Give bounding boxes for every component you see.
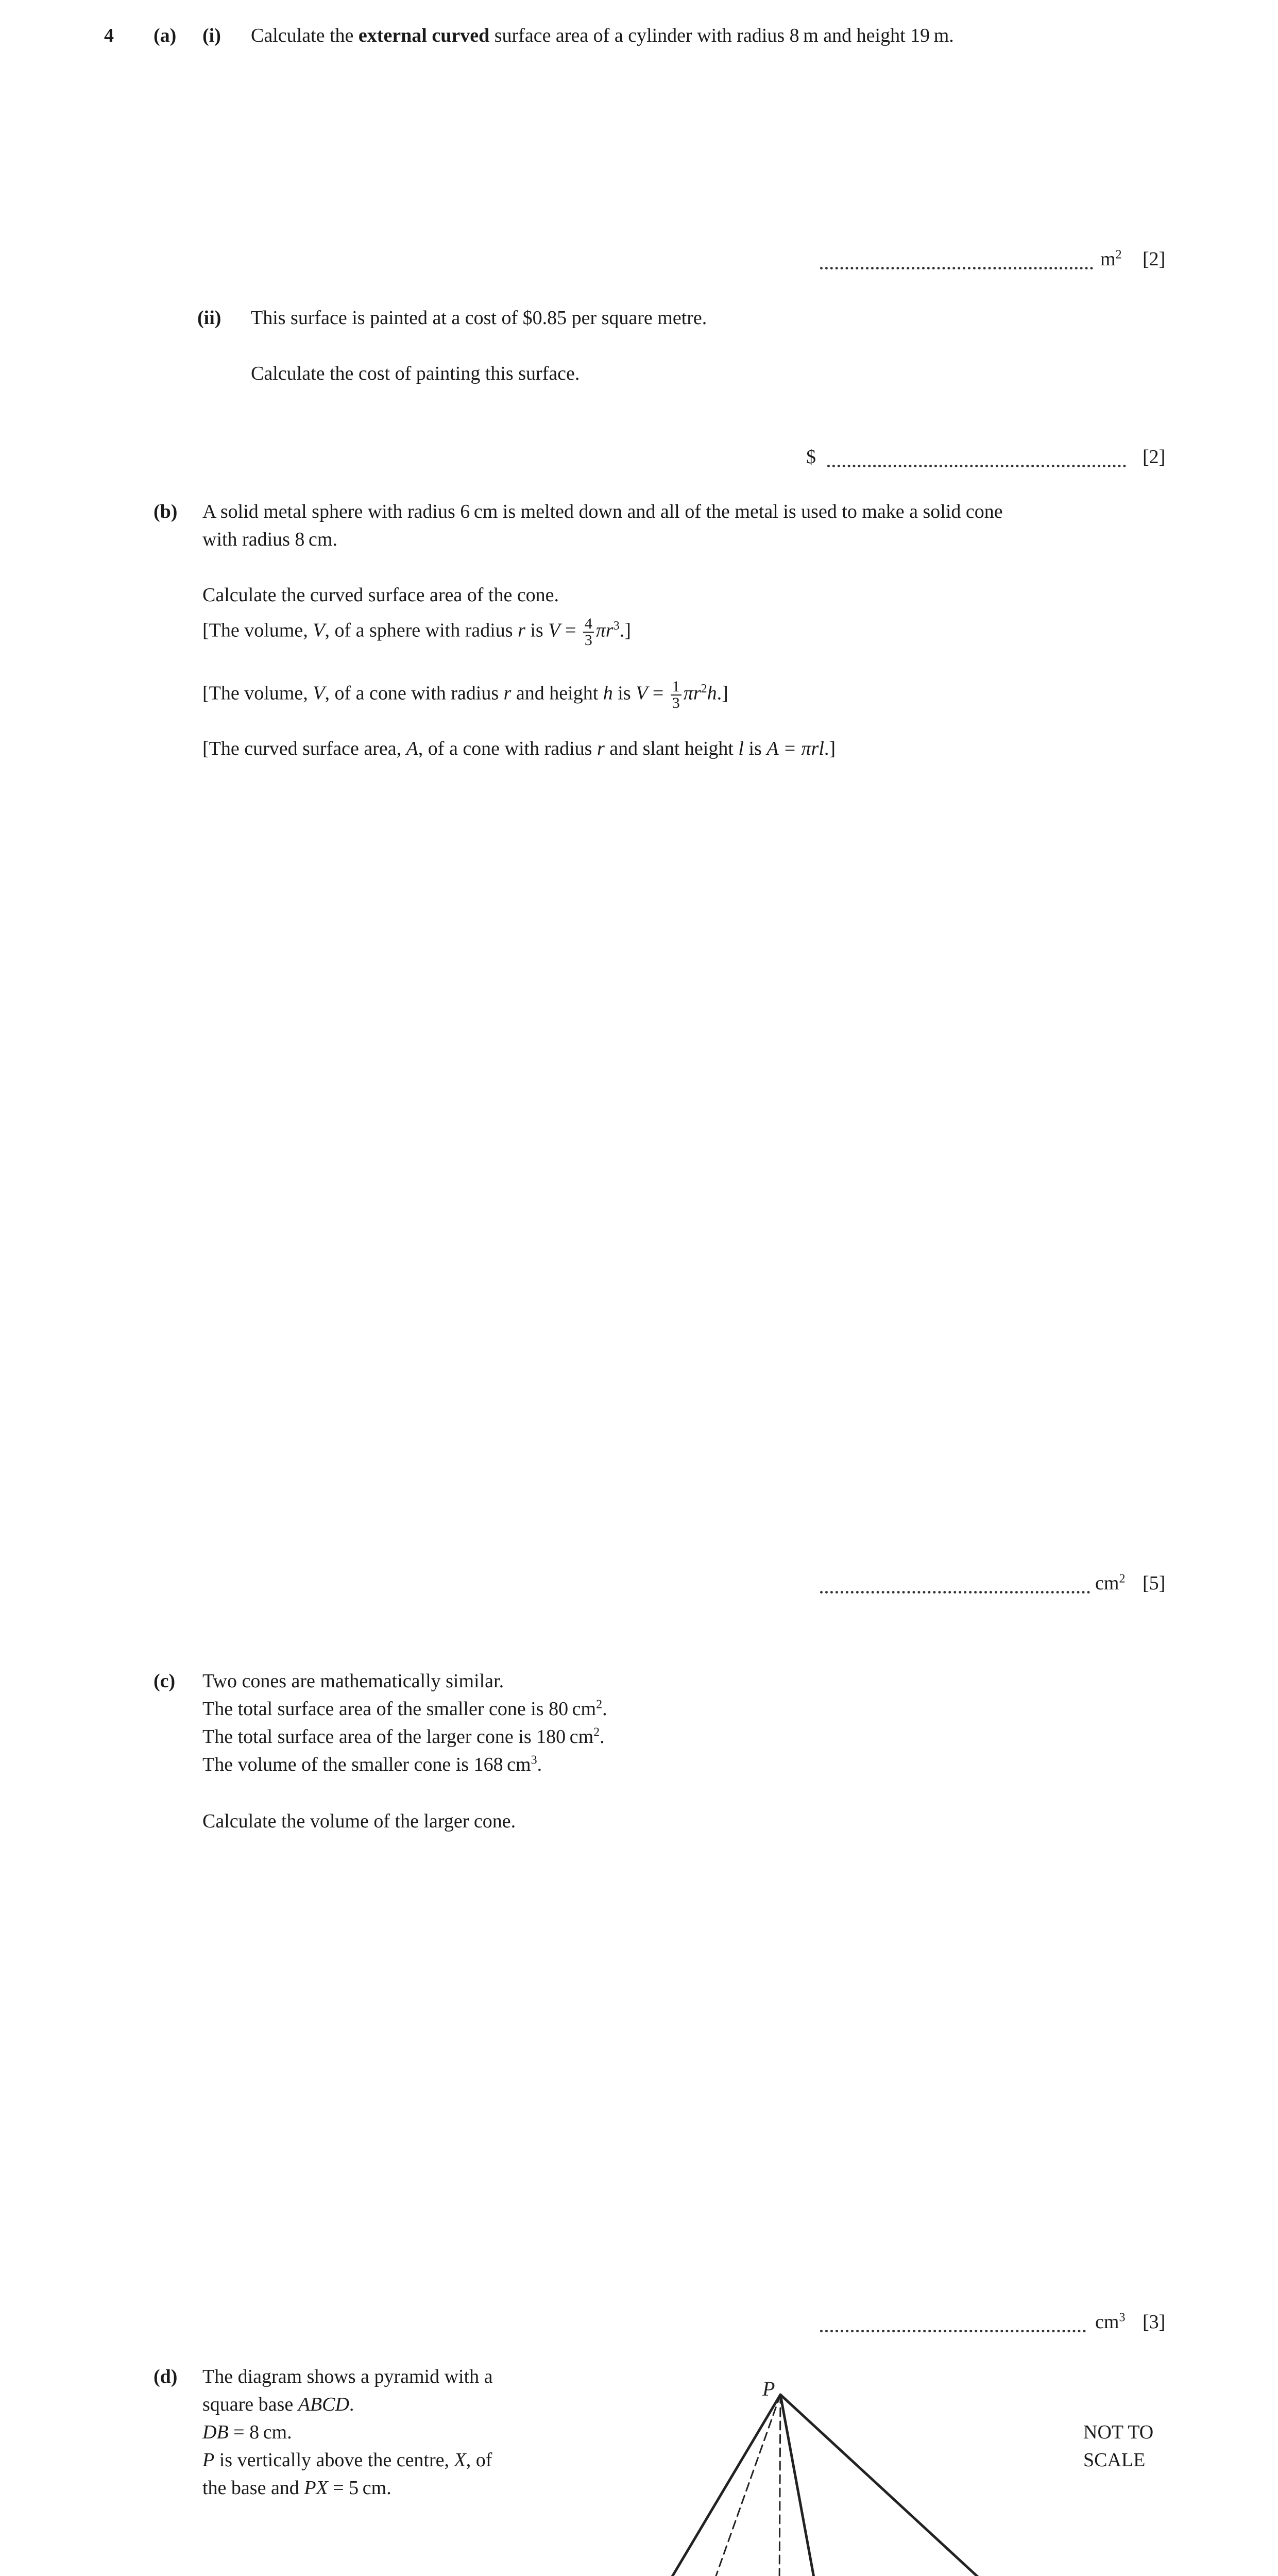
part-c-line4: The volume of the smaller cone is 168 $cm^3$. [202,1753,542,1775]
part-a-ii-label: (ii) [197,307,221,329]
currency-symbol: $ [806,446,816,468]
question-number: 4 [104,25,114,46]
edge-pa [558,2395,780,2576]
part-a-i-label: (i) [202,25,221,46]
part-a-i-question: Calculate the external curved surface area of a cylinder with radius 8 m and height 19 m. [251,25,954,46]
not-to-scale-line1: NOT TO [1083,2421,1154,2443]
part-d-line5: the base and PX = 5 cm. [202,2477,391,2499]
sphere-volume-formula: [The volume, V, of a sphere with radius r is V = $\frac{4}{3}$ $\pi r^3$.] [202,615,631,649]
edge-pc [780,2395,1000,2576]
answer-unit-a-i: $m^2$ [1100,248,1122,270]
part-b-label: (b) [154,501,178,522]
part-b-task: Calculate the curved surface area of the cone. [202,584,559,606]
part-c-line2: The total surface area of the smaller cone is 80 $cm^2$. [202,1698,607,1720]
part-b-intro-line1: A solid metal sphere with radius 6 cm is melted down and all of the metal is used to make a solid cone [202,501,1003,522]
part-b-intro-line2: with radius 8 cm. [202,529,337,550]
marks-a-i: [2] [1143,248,1166,270]
edge-pb [780,2395,849,2576]
part-a-label: (a) [154,25,177,46]
part-d-line1: The diagram shows a pyramid with a [202,2366,493,2387]
cone-curved-area-formula: [The curved surface area, A, of a cone with radius r and slant height l is A = πrl.] [202,738,836,759]
part-a-ii-line1: This surface is painted at a cost of $0.85 per square metre. [251,307,707,329]
part-d-line4: P is vertically above the centre, X, of [202,2449,492,2471]
marks-c: [3] [1143,2311,1166,2333]
part-d-label: (d) [154,2366,178,2387]
edge-pd [708,2395,780,2576]
not-to-scale-line2: SCALE [1083,2449,1146,2471]
edge-px [779,2395,780,2576]
answer-unit-c: $cm^3$ [1095,2311,1126,2333]
cone-volume-formula: [The volume, V, of a cone with radius r and height h is V = $\frac{1}{3}$ $\pi r^2h$.] [202,678,728,711]
part-c-line1: Two cones are mathematically similar. [202,1670,504,1692]
marks-b: [5] [1143,1572,1166,1594]
vertex-label-p: P [762,2377,775,2400]
part-c-label: (c) [154,1670,176,1692]
part-c-task: Calculate the volume of the larger cone. [202,1810,516,1832]
marks-a-ii: [2] [1143,446,1166,468]
part-d-line3: DB = 8 cm. [202,2421,292,2443]
answer-unit-b: $cm^2$ [1095,1572,1126,1594]
part-a-ii-line2: Calculate the cost of painting this surface. [251,363,580,384]
part-d-line2: square base ABCD. [202,2394,354,2415]
part-c-line3: The total surface area of the larger cone is 180 $cm^2$. [202,1725,605,1748]
